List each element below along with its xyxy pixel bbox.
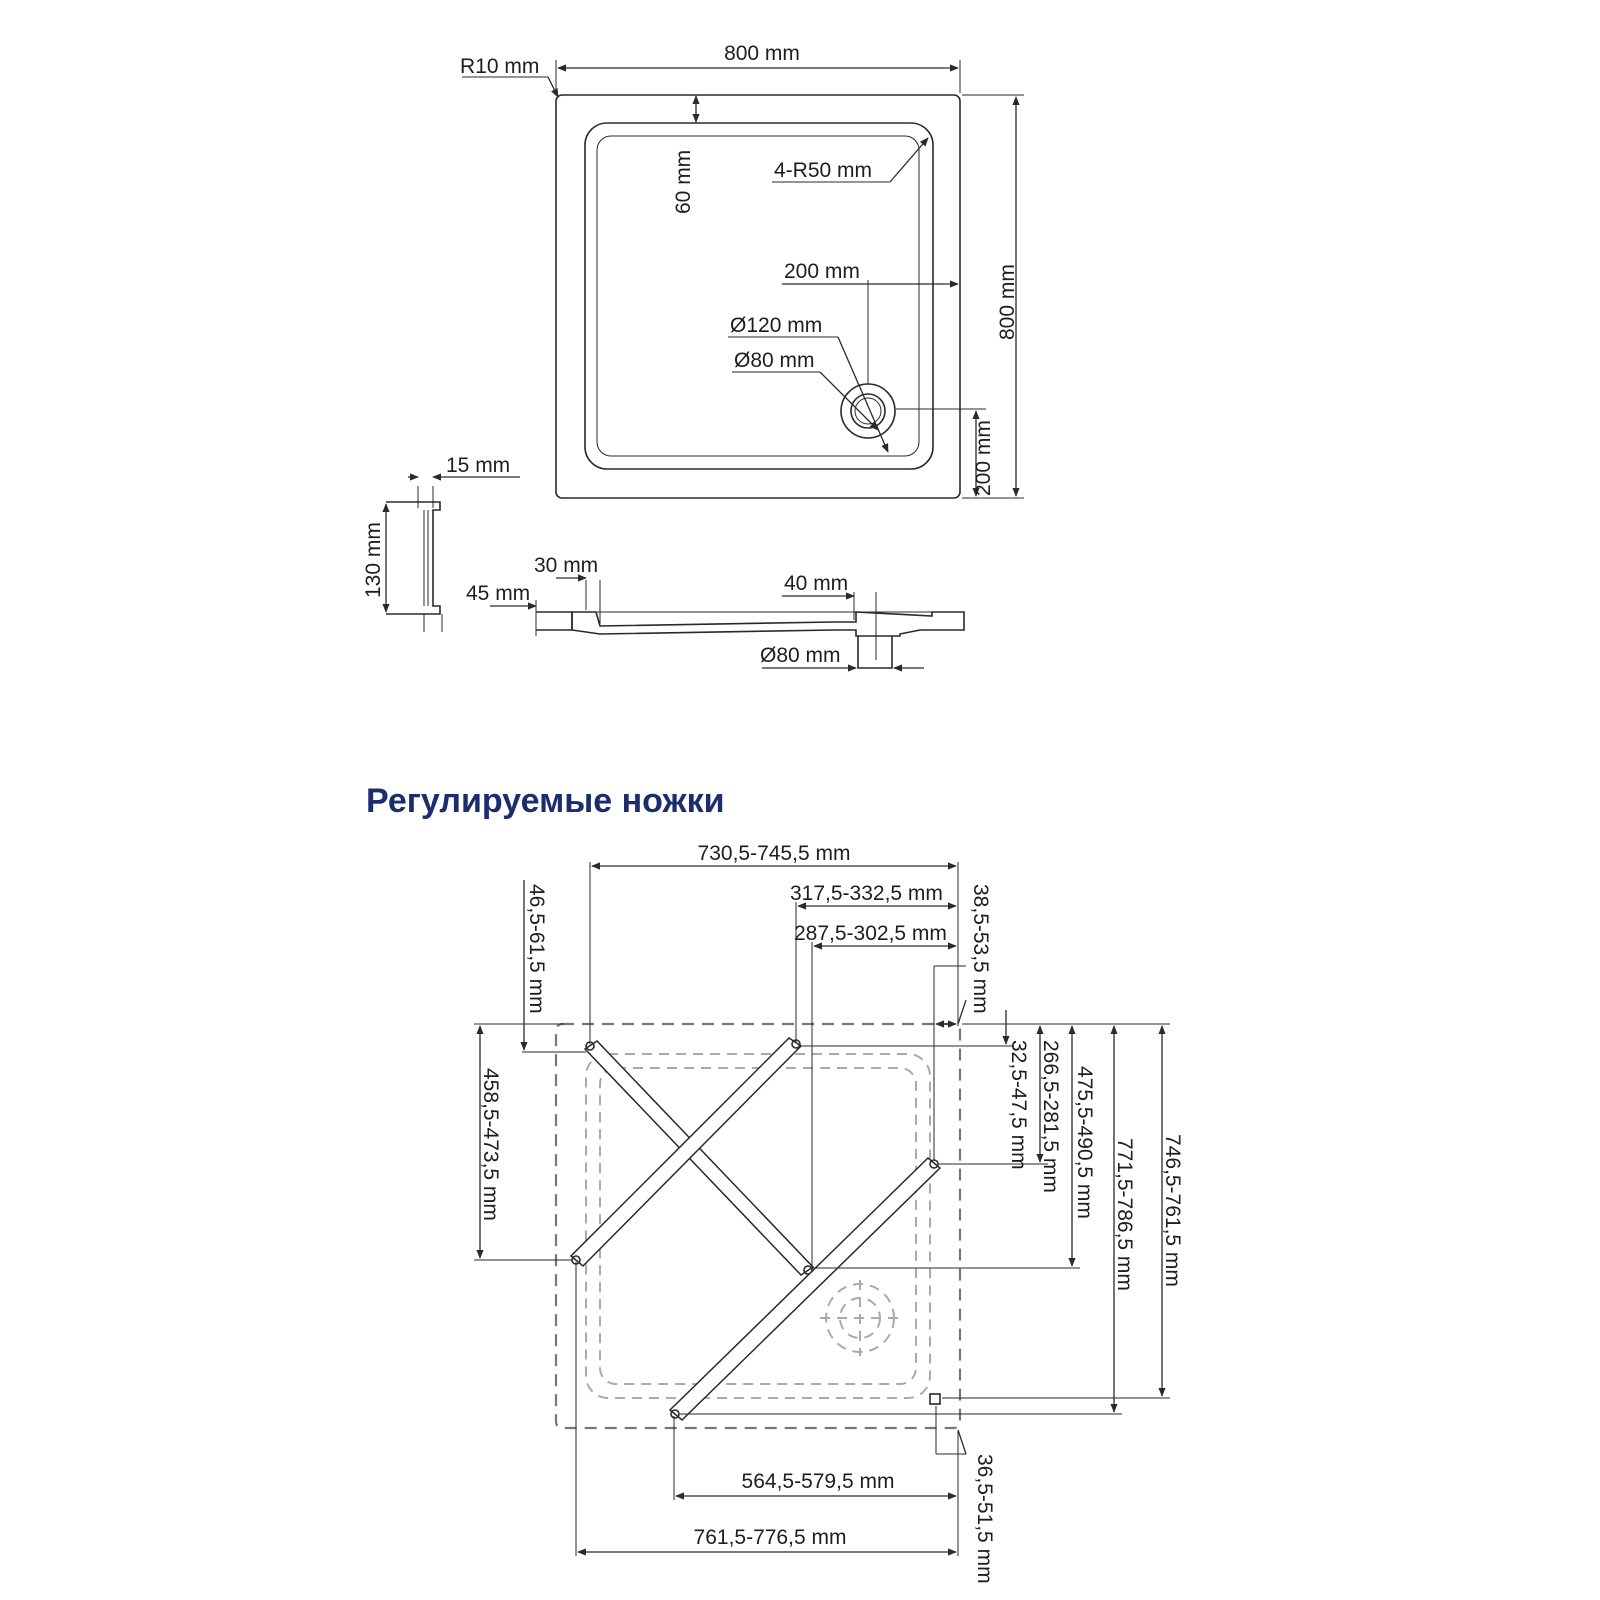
label-475: 475,5-490,5 mm bbox=[1073, 1066, 1096, 1219]
dim-rim-width bbox=[672, 96, 696, 214]
label-corner-radius: R10 mm bbox=[460, 55, 540, 78]
dim-746 bbox=[942, 1026, 1184, 1398]
dim-width bbox=[556, 42, 960, 93]
dim-761 bbox=[576, 1262, 958, 1556]
label-width: 800 mm bbox=[724, 42, 800, 65]
label-36: 36,5-51,5 mm bbox=[973, 1454, 996, 1584]
label-46: 46,5-61,5 mm bbox=[525, 884, 548, 1014]
dim-drain-offset-y bbox=[896, 409, 995, 498]
label-rim-width: 60 mm bbox=[672, 149, 695, 214]
label-761: 761,5-776,5 mm bbox=[693, 1526, 847, 1549]
label-drain-inner-diameter: Ø80 mm bbox=[734, 349, 815, 372]
label-rim-thickness: 15 mm bbox=[446, 454, 511, 477]
side-section bbox=[362, 454, 520, 632]
label-drain-offset-x: 200 mm bbox=[784, 260, 860, 283]
legs-heading: Регулируемые ножки bbox=[366, 782, 725, 820]
legs-view bbox=[474, 842, 1184, 1584]
label-outlet-diameter: Ø80 mm bbox=[760, 644, 841, 667]
dim-46 bbox=[522, 880, 586, 1052]
label-317: 317,5-332,5 mm bbox=[790, 882, 943, 905]
dim-36 bbox=[936, 1406, 996, 1584]
label-266: 266,5-281,5 mm bbox=[1039, 1040, 1062, 1193]
label-drain-offset-y: 200 mm bbox=[972, 420, 995, 496]
leg-rail-3 bbox=[670, 1158, 940, 1420]
label-458: 458,5-473,5 mm bbox=[479, 1068, 502, 1221]
tray-plan-view bbox=[460, 42, 1024, 498]
drain bbox=[841, 384, 895, 438]
label-287: 287,5-302,5 mm bbox=[794, 922, 947, 945]
drain-hidden bbox=[820, 1280, 900, 1356]
label-32: 32,5-47,5 mm bbox=[1007, 1040, 1030, 1170]
dim-458 bbox=[474, 1024, 572, 1260]
foot-marker bbox=[930, 1394, 940, 1404]
dim-inner-radius bbox=[772, 138, 928, 182]
label-front-40: 40 mm bbox=[784, 572, 849, 595]
label-564: 564,5-579,5 mm bbox=[741, 1470, 895, 1493]
label-front-45: 45 mm bbox=[466, 582, 531, 605]
label-top-span: 730,5-745,5 mm bbox=[697, 842, 851, 865]
label-746: 746,5-761,5 mm bbox=[1161, 1134, 1184, 1287]
label-length: 800 mm bbox=[996, 264, 1019, 340]
dim-266 bbox=[938, 1026, 1062, 1193]
label-38: 38,5-53,5 mm bbox=[969, 884, 992, 1014]
label-771: 771,5-786,5 mm bbox=[1113, 1138, 1136, 1291]
label-front-30: 30 mm bbox=[534, 554, 599, 577]
dim-317 bbox=[790, 882, 956, 1042]
front-section bbox=[466, 554, 964, 668]
leg-rail-1 bbox=[585, 1041, 813, 1275]
label-drain-outer-diameter: Ø120 mm bbox=[730, 314, 823, 337]
label-height: 130 mm bbox=[362, 522, 385, 598]
dim-corner-radius bbox=[460, 55, 558, 97]
label-inner-radius: 4-R50 mm bbox=[774, 159, 873, 182]
dim-drain-diameters bbox=[728, 314, 888, 452]
